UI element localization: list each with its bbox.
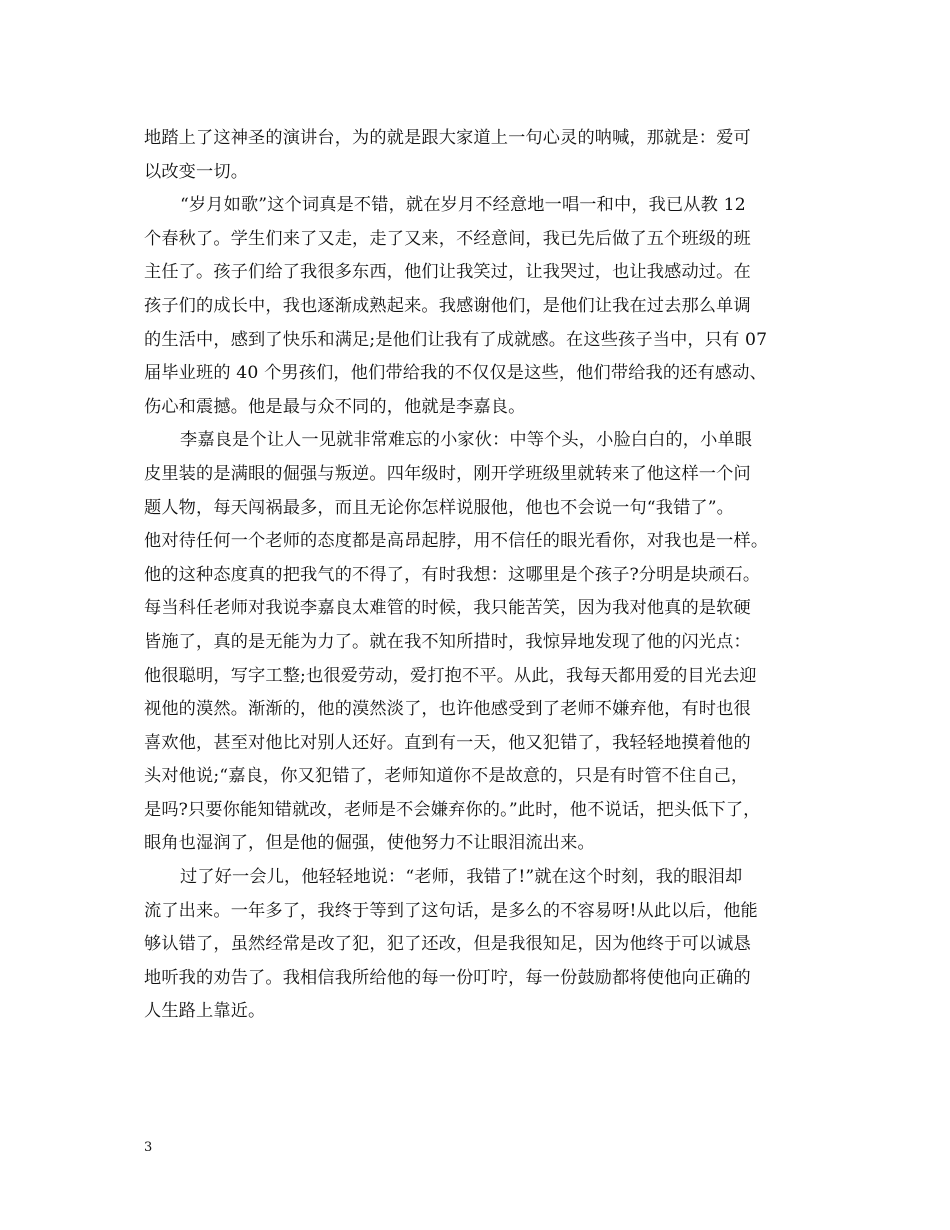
text-line: 眼角也湿润了，但是他的倔强，使他努力不让眼泪流出来。 xyxy=(144,833,595,854)
text-line: 地踏上了这神圣的演讲台，为的就是跟大家道上一句心灵的呐喊，那就是：爱可 xyxy=(144,128,751,148)
text-line: 皮里装的是满眼的倔强与叛逆。四年级时，刚开学班级里就转来了他这样一个问 xyxy=(144,463,751,484)
text-line: 地听我的劝告了。我相信我所给他的每一份叮咛，每一份鼓励都将使他向正确的 xyxy=(144,967,751,988)
text-line: 个春秋了。学生们来了又走，走了又来，不经意间，我已先后做了五个班级的班 xyxy=(144,228,751,249)
text-line: 他很聪明，写字工整;也很爱劳动，爱打抱不平。从此，我每天都用爱的目光去迎 xyxy=(144,665,757,686)
text-line: 以改变一切。 xyxy=(144,161,249,182)
text-line: 伤心和震撼。他是最与众不同的，他就是李嘉良。 xyxy=(144,396,526,417)
text-line: 每当科任老师对我说李嘉良太难管的时候，我只能苦笑，因为我对他真的是软硬 xyxy=(144,598,751,619)
text-line: “岁月如歌”这个词真是不错，就在岁月不经意地一唱一和中，我已从教 12 xyxy=(180,195,746,216)
text-line: 题人物，每天闯祸最多，而且无论你怎样说服他，他也不会说一句“我错了”。 xyxy=(144,497,735,518)
text-line: 李嘉良是个让人一见就非常难忘的小家伙：中等个头，小脸白白的，小单眼 xyxy=(180,430,753,451)
text-line: 够认错了，虽然经常是改了犯，犯了还改，但是我很知足，因为他终于可以诚恳 xyxy=(144,934,751,955)
text-line: 是吗?只要你能知错就改，老师是不会嫌弃你的。”此时，他不说话，把头低下了， xyxy=(144,799,761,820)
text-line: 过了好一会儿，他轻轻地说：“老师，我错了!”就在这个时刻，我的眼泪却 xyxy=(180,867,743,888)
text-line: 头对他说;“嘉良，你又犯错了，老师知道你不是故意的，只是有时管不住自己， xyxy=(144,766,749,787)
text-line: 皆施了，真的是无能为力了。就在我不知所措时，我惊异地发现了他的闪光点： xyxy=(144,631,751,652)
text-line: 视他的漠然。渐渐的，他的漠然淡了，也许他感受到了老师不嫌弃他，有时也很 xyxy=(144,699,751,720)
text-line: 流了出来。一年多了，我终于等到了这句话，是多么的不容易呀!从此以后，他能 xyxy=(144,900,758,921)
page-number: 3 xyxy=(144,1140,153,1155)
text-line: 的生活中，感到了快乐和满足;是他们让我有了成就感。在这些孩子当中，只有 07 xyxy=(144,329,768,350)
text-line: 他对待任何一个老师的态度都是高昂起脖，用不信任的眼光看你，对我也是一样。 xyxy=(144,531,769,552)
body-text xyxy=(144,122,821,1029)
text-line: 孩子们的成长中，我也逐渐成熟起来。我感谢他们，是他们让我在过去那么单调 xyxy=(144,295,751,316)
text-line: 主任了。孩子们给了我很多东西，他们让我笑过，让我哭过，也让我感动过。在 xyxy=(144,262,751,283)
text-line: 届毕业班的 40 个男孩们，他们带给我的不仅仅是这些，他们带给我的还有感动、 xyxy=(144,363,767,384)
text-line: 他的这种态度真的把我气的不得了，有时我想：这哪里是个孩子?分明是块顽石。 xyxy=(144,564,761,585)
text-line: 喜欢他，甚至对他比对别人还好。直到有一天，他又犯错了，我轻轻地摸着他的 xyxy=(144,732,751,753)
text-line: 人生路上靠近。 xyxy=(144,1001,266,1022)
